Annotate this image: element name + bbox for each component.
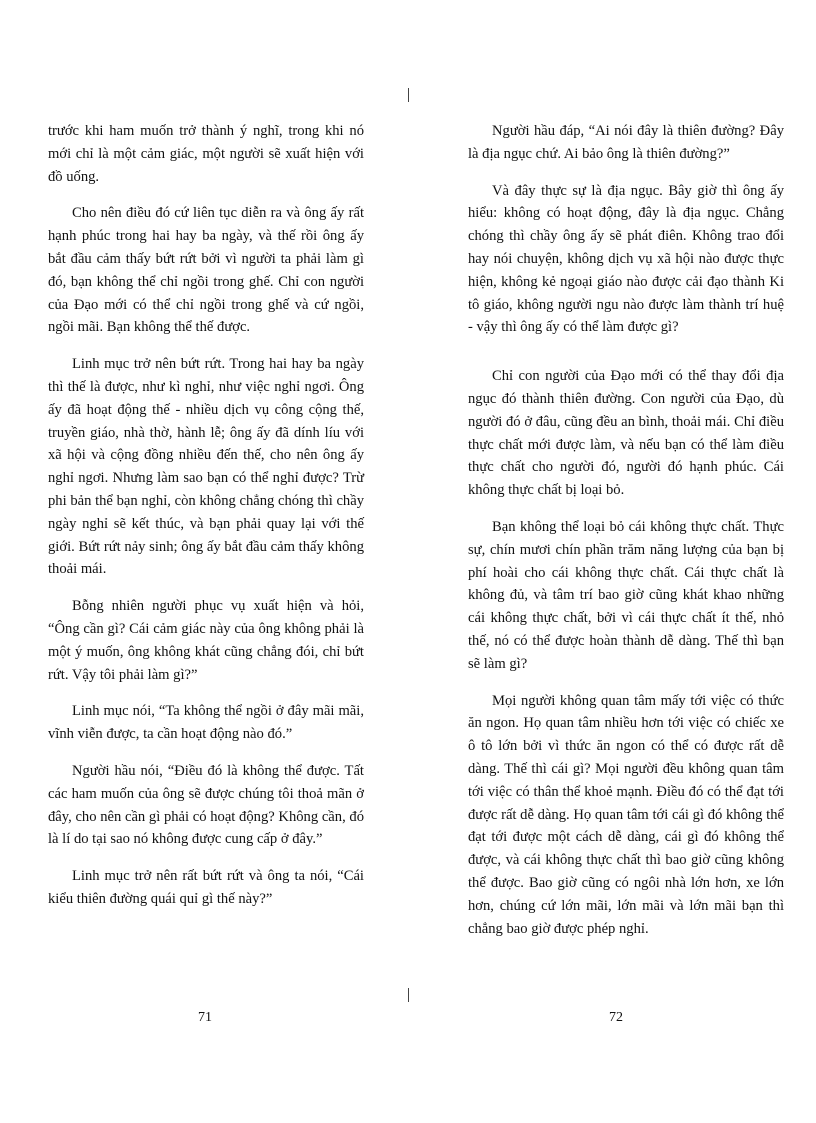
paragraph: Mọi người không quan tâm mấy tới việc có thức ăn ngon. Họ quan tâm nhiều hơn tới việc có chiếc xe ô tô lớn bởi vì thức ăn ngon có thể có được rất dễ dàng. Thế thì cái gì? Mọi người đều không quan tâm tới việc có thân thể khoẻ mạnh. Điều đó có thể đạt tới được rất dễ dàng. Họ quan tâm tới cái gì đó không thể đạt tới được một cách dễ dàng, cái gì đó không thể được, và cái không thực chất thì bao giờ cũng không thể được. Bao giờ cũng có ngôi nhà lớn hơn, xe lớn hơn, chúng cứ lớn mãi, lớn mãi và lớn mãi bạn thì chẳng bao giờ được phép nghỉ.	[468, 692, 784, 937]
paragraph: Linh mục nói, “Ta không thể ngồi ở đây mãi mãi, vĩnh viễn được, ta cần hoạt động nào đó.”	[48, 703, 364, 743]
paragraph: Và đây thực sự là địa ngục. Bây giờ thì ông ấy hiểu: không có hoạt động, đây là địa ngục. Chẳng chóng thì chầy ông ấy sẽ phát điên. Không trao đổi hay nói chuyện, không dịch vụ xã hội nào được thực hiện, không kẻ ngoại giáo nào được cải đạo thành Ki tô giáo, không người ngu nào được làm thành trí huệ - vậy thì ông ấy có thể làm được gì?	[468, 182, 784, 336]
paragraph: Linh mục trở nên bứt rứt. Trong hai hay ba ngày thì thế là được, như kì nghỉ, như việc nghỉ ngơi. Ông ấy đã hoạt động thế - nhiều dịch vụ công cộng thế, truyền giáo, nhà thờ, hành lễ; ông ấy đã dính líu với xã hội và cộng đồng nhiều đến thế, cho nên ông ấy nghỉ ngơi. Nhưng làm sao bạn có thể nghỉ được? Trừ phi bản thể bạn nghỉ, còn không chẳng chóng thì chầy ngày nghỉ sẽ kết thúc, và bạn phải quay lại với thế giới. Bứt rứt nảy sinh; ông ấy bắt đầu cảm thấy không thoải mái.	[48, 356, 364, 578]
paragraph: Bạn không thể loại bỏ cái không thực chất. Thực sự, chín mươi chín phần trăm năng lượng của bạn bị phí hoài cho cái không thực chất. Cái thực chất là không đủ, và tâm trí bao giờ cũng khát khao những cái không thực chất, bởi vì cái thực chất ít thế, nhỏ thế, nó có thể được hoàn thành dễ dàng. Thế thì bạn sẽ làm gì?	[468, 518, 784, 672]
paragraph: Cho nên điều đó cứ liên tục diễn ra và ông ấy rất hạnh phúc trong hai hay ba ngày, và thế rồi ông ấy bắt đầu cảm thấy bứt rứt bởi vì người ta phải làm gì đó, bạn không thể chỉ ngồi trong ghế. Chỉ con người của Đạo mới có thể chỉ ngồi trong ghế và cứ ngồi, ngồi mãi. Bạn không thể thế được.	[48, 205, 364, 336]
paragraph: trước khi ham muốn trở thành ý nghĩ, trong khi nó mới chỉ là một cảm giác, một người sẽ xuất hiện với đồ uống.	[48, 123, 364, 185]
paragraph: Chỉ con người của Đạo mới có thể thay đổi địa ngục đó thành thiên đường. Con người của Đạo, dù người đó ở đâu, cũng đều an bình, thoải mái. Chỉ điều thực chất mới được làm, và nếu bạn có thể làm điều thực chất cho người đó, người đó hạnh phúc. Cái không thực chất bị loại bỏ.	[468, 368, 784, 499]
paragraph: Bỗng nhiên người phục vụ xuất hiện và hỏi, “Ông cần gì? Cái cảm giác này của ông không phải là một ý muốn, ông không khát cũng chẳng đói, chỉ bứt rứt. Vậy tôi phải làm gì?”	[48, 598, 364, 683]
paragraph: Người hầu đáp, “Ai nói đây là thiên đường? Đây là địa ngục chứ. Ai bảo ông là thiên đường?”	[468, 123, 784, 162]
gutter-mark-bottom	[408, 988, 409, 1002]
right-page-text	[468, 120, 784, 954]
page-number-left: 71	[198, 1010, 212, 1025]
paragraph: Linh mục trở nên rất bứt rứt và ông ta nói, “Cái kiểu thiên đường quái quỉ gì thế này?”	[48, 868, 364, 907]
gutter-mark-top	[408, 88, 409, 102]
left-page-text	[48, 120, 364, 925]
paragraph: Người hầu nói, “Điều đó là không thể được. Tất các ham muốn của ông sẽ được chúng tôi thoả mãn ở đây, cho nên cần gì phải có hoạt động? Không cần, đó là lí do tại sao nó không được cung cấp ở đây.”	[48, 762, 364, 848]
page-number-right: 72	[609, 1010, 623, 1025]
